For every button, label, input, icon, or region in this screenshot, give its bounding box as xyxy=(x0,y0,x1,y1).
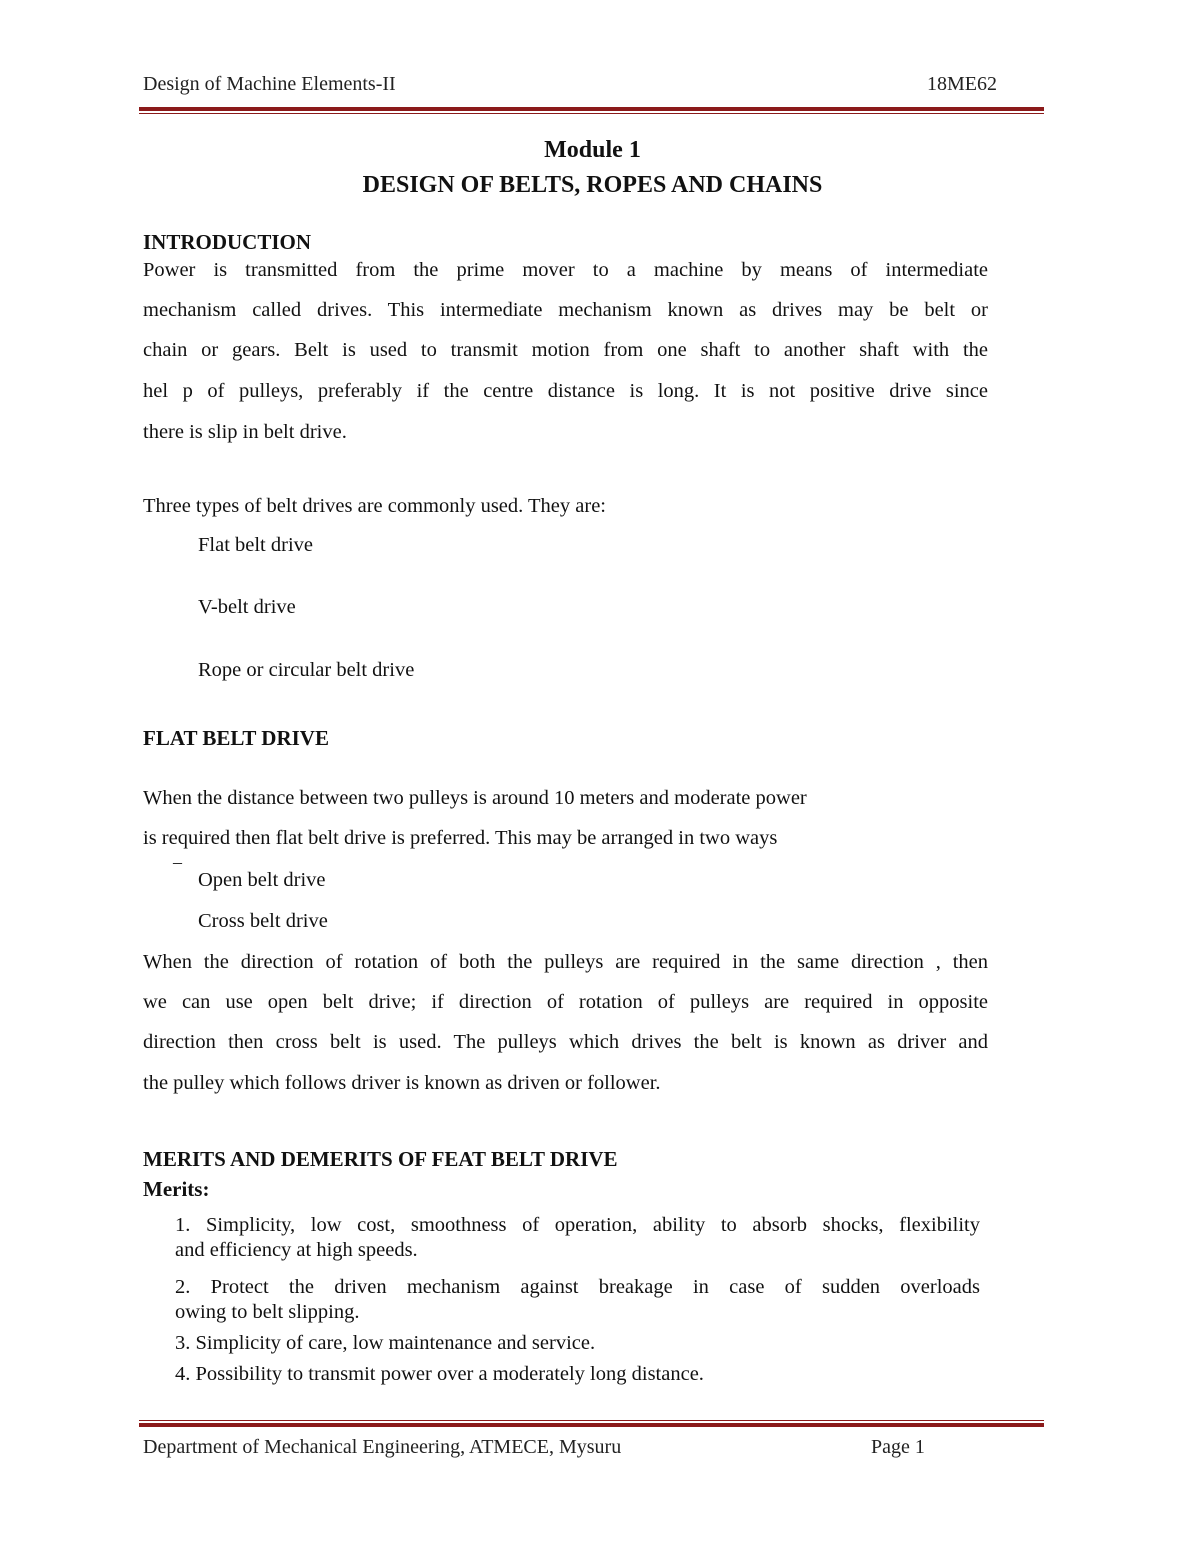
dash-mark: – xyxy=(173,852,182,872)
flat-belt-line-2: is required then flat belt drive is preferred. This may be arranged in two ways xyxy=(143,827,778,849)
header-rule xyxy=(139,107,1044,114)
footer-page-number: Page 1 xyxy=(871,1436,925,1458)
merit-item-2-line-2: owing to belt slipping. xyxy=(175,1301,360,1323)
section-heading-merits-demerits: MERITS AND DEMERITS OF FEAT BELT DRIVE xyxy=(143,1147,618,1171)
section-heading-introduction: INTRODUCTION xyxy=(143,230,312,254)
footer-department: Department of Mechanical Engineering, ATMECE, Mysuru xyxy=(143,1436,622,1458)
merit-item-1-line-1: 1. Simplicity, low cost, smoothness of operation, ability to absorb shocks, flexibility xyxy=(175,1214,980,1236)
header-course-code: 18ME62 xyxy=(927,73,997,95)
flat-belt-line-1: When the distance between two pulleys is around 10 meters and moderate power xyxy=(143,787,807,809)
header-title: Design of Machine Elements-II xyxy=(143,73,396,95)
merits-subheading: Merits: xyxy=(143,1177,210,1201)
module-title: Module 1 xyxy=(544,137,641,163)
section-heading-flat-belt: FLAT BELT DRIVE xyxy=(143,726,329,750)
type-item-flat: Flat belt drive xyxy=(198,534,314,556)
flat-belt-para-line-4: the pulley which follows driver is known as driven or follower. xyxy=(143,1072,661,1094)
way-item-open: Open belt drive xyxy=(198,869,326,891)
merit-item-2 xyxy=(175,1275,980,1325)
intro-line-5: there is slip in belt drive. xyxy=(143,421,347,443)
footer-rule xyxy=(139,1420,1044,1427)
flat-belt-para-line-2: we can use open belt drive; if direction of rotation of pulleys are required in opposite xyxy=(143,991,988,1013)
intro-line-4: hel p of pulleys, preferably if the centre distance is long. It is not positive drive since xyxy=(143,380,988,402)
merit-item-3: 3. Simplicity of care, low maintenance and service. xyxy=(175,1332,596,1354)
merit-item-1-line-2: and efficiency at high speeds. xyxy=(175,1239,418,1261)
merit-item-1 xyxy=(175,1213,980,1263)
flat-belt-para-line-1: When the direction of rotation of both the pulleys are required in the same direction , then xyxy=(143,951,988,973)
types-intro: Three types of belt drives are commonly used. They are: xyxy=(143,495,606,517)
type-item-rope: Rope or circular belt drive xyxy=(198,659,415,681)
merit-item-4: 4. Possibility to transmit power over a moderately long distance. xyxy=(175,1363,704,1385)
way-item-cross: Cross belt drive xyxy=(198,910,328,932)
type-item-v-belt: V-belt drive xyxy=(198,596,296,618)
merit-item-2-line-1: 2. Protect the driven mechanism against breakage in case of sudden overloads xyxy=(175,1276,980,1298)
intro-line-3: chain or gears. Belt is used to transmit motion from one shaft to another shaft with the xyxy=(143,339,988,361)
chapter-title: DESIGN OF BELTS, ROPES AND CHAINS xyxy=(362,172,823,198)
flat-belt-para-line-3: direction then cross belt is used. The pulleys which drives the belt is known as driver and xyxy=(143,1031,988,1053)
intro-line-2: mechanism called drives. This intermediate mechanism known as drives may be belt or xyxy=(143,299,988,321)
intro-line-1: Power is transmitted from the prime mover to a machine by means of intermediate xyxy=(143,259,988,281)
